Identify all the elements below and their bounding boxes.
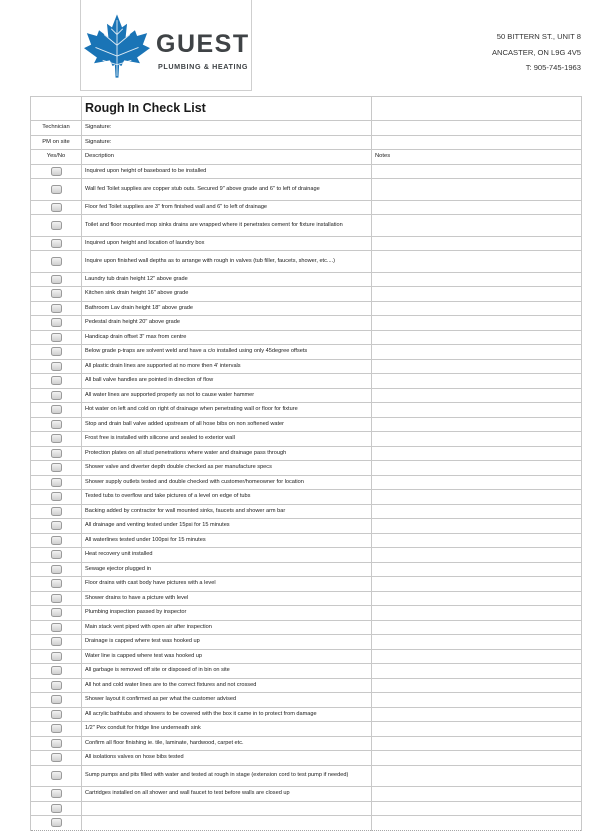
checklist-row <box>31 548 582 563</box>
notes-field[interactable] <box>372 388 582 403</box>
yes-no-checkbox[interactable] <box>51 434 62 443</box>
notes-field[interactable] <box>372 374 582 389</box>
checklist-row <box>31 620 582 635</box>
item-description: Sump pumps and pits filled with water and tested at rough in stage (extension cord to test pump if needed) <box>82 765 372 787</box>
notes-field[interactable] <box>372 446 582 461</box>
notes-field[interactable] <box>372 432 582 447</box>
yes-no-checkbox[interactable] <box>51 695 62 704</box>
item-description: Wall fed Toilet supplies are copper stub outs. Secured 9" above grade and 6" to left of drainage <box>82 179 372 201</box>
notes-field[interactable] <box>372 751 582 766</box>
checklist-row <box>31 678 582 693</box>
yes-no-checkbox[interactable] <box>51 376 62 385</box>
checklist-row <box>31 179 582 201</box>
checklist-row <box>31 432 582 447</box>
notes-field[interactable] <box>372 272 582 287</box>
notes-field[interactable] <box>372 707 582 722</box>
yes-no-checkbox[interactable] <box>51 608 62 617</box>
item-description: Handicap drain offset 3" max from centre <box>82 330 372 345</box>
notes-field[interactable] <box>372 736 582 751</box>
item-description: 1/2" Pex conduit for fridge line underneath sink <box>82 722 372 737</box>
notes-field[interactable] <box>372 533 582 548</box>
yes-no-checkbox[interactable] <box>51 550 62 559</box>
notes-field[interactable] <box>372 330 582 345</box>
checklist-row <box>31 707 582 722</box>
checklist-row <box>31 664 582 679</box>
checklist-row <box>31 200 582 215</box>
notes-field[interactable] <box>372 345 582 360</box>
item-description <box>82 801 372 816</box>
yes-no-checkbox[interactable] <box>51 275 62 284</box>
yes-no-checkbox[interactable] <box>51 739 62 748</box>
item-description: Shower supply outlets tested and double checked with customer/homeowner for location <box>82 475 372 490</box>
yes-no-checkbox[interactable] <box>51 239 62 248</box>
checklist-row <box>31 606 582 621</box>
notes-field[interactable] <box>372 577 582 592</box>
checklist-row <box>31 490 582 505</box>
item-description: Drainage is capped where test was hooked up <box>82 635 372 650</box>
item-description: Main stack vent piped with open air after inspection <box>82 620 372 635</box>
pm-label: PM on site <box>31 135 82 150</box>
notes-field[interactable] <box>372 649 582 664</box>
checklist-row <box>31 388 582 403</box>
notes-field[interactable] <box>372 287 582 302</box>
yes-no-checkbox[interactable] <box>51 492 62 501</box>
checklist-row <box>31 736 582 751</box>
yes-no-checkbox[interactable] <box>51 185 62 194</box>
address-line-1: 50 BITTERN ST., UNIT 8 <box>496 32 581 41</box>
checklist-row <box>31 446 582 461</box>
notes-field[interactable] <box>372 722 582 737</box>
notes-field[interactable] <box>372 787 582 802</box>
checklist-row <box>31 591 582 606</box>
notes-field[interactable] <box>372 179 582 201</box>
notes-field[interactable] <box>372 403 582 418</box>
item-description: Bathroom Lav drain height 18" above grade <box>82 301 372 316</box>
yes-no-checkbox[interactable] <box>51 304 62 313</box>
notes-field[interactable] <box>372 562 582 577</box>
company-name: GUEST <box>156 30 250 58</box>
yes-no-checkbox[interactable] <box>51 753 62 762</box>
checklist-row <box>31 403 582 418</box>
technician-label: Technician <box>31 121 82 136</box>
checklist-row <box>31 374 582 389</box>
notes-field[interactable] <box>372 765 582 787</box>
notes-field[interactable] <box>372 301 582 316</box>
notes-field[interactable] <box>372 504 582 519</box>
maple-leaf-icon <box>81 13 153 79</box>
checklist-row <box>31 693 582 708</box>
yes-no-checkbox[interactable] <box>51 594 62 603</box>
yes-no-checkbox[interactable] <box>51 789 62 798</box>
notes-field[interactable] <box>372 417 582 432</box>
item-description: All isolations valves on hose bibs tested <box>82 751 372 766</box>
notes-field[interactable] <box>372 200 582 215</box>
notes-field[interactable] <box>372 816 582 831</box>
yes-no-checkbox[interactable] <box>51 507 62 516</box>
pm-signature-field[interactable]: Signature: <box>82 135 372 150</box>
yes-no-checkbox[interactable] <box>51 318 62 327</box>
yes-no-checkbox[interactable] <box>51 623 62 632</box>
checklist-row <box>31 722 582 737</box>
checklist-row <box>31 215 582 237</box>
form-title: Rough In Check List <box>82 97 372 121</box>
checklist-row <box>31 417 582 432</box>
notes-field[interactable] <box>372 359 582 374</box>
yes-no-checkbox[interactable] <box>51 333 62 342</box>
item-description: Plumbing inspection passed by inspector <box>82 606 372 621</box>
notes-field[interactable] <box>372 490 582 505</box>
item-description <box>82 816 372 831</box>
item-description: Floor fed Toilet supplies are 3" from finished wall and 6" to left of drainage <box>82 200 372 215</box>
yes-no-checkbox[interactable] <box>51 449 62 458</box>
item-description: Kitchen sink drain height 16" above grade <box>82 287 372 302</box>
notes-field[interactable] <box>372 620 582 635</box>
checklist-row <box>31 272 582 287</box>
item-description: Hot water on left and cold on right of drainage when penetrating wall or floor for fixture <box>82 403 372 418</box>
yes-no-checkbox[interactable] <box>51 391 62 400</box>
item-description: Confirm all floor finishing ie. tile, laminate, hardwood, carpet etc. <box>82 736 372 751</box>
yes-no-checkbox[interactable] <box>51 536 62 545</box>
item-description: All water lines are supported properly as not to cause water hammer <box>82 388 372 403</box>
item-description: Backing added by contractor for wall mounted sinks, faucets and shower arm bar <box>82 504 372 519</box>
item-description: All acrylic bathtubs and showers to be covered with the box it came in to protect from damage <box>82 707 372 722</box>
yes-no-checkbox[interactable] <box>51 347 62 356</box>
item-description: Inquired upon height of baseboard to be installed <box>82 164 372 179</box>
yes-no-checkbox[interactable] <box>51 724 62 733</box>
yes-no-checkbox[interactable] <box>51 221 62 230</box>
yes-no-checkbox[interactable] <box>51 710 62 719</box>
checklist-row <box>31 287 582 302</box>
notes-field[interactable] <box>372 215 582 237</box>
notes-field[interactable] <box>372 591 582 606</box>
yes-no-checkbox[interactable] <box>51 804 62 813</box>
item-description: Below grade p-traps are solvent weld and have a c/o installed using only 45degree offsets <box>82 345 372 360</box>
notes-field[interactable] <box>372 606 582 621</box>
item-description: Water line is capped where test was hooked up <box>82 649 372 664</box>
item-description: Inquire upon finished wall depths as to arrange with rough in valves (tub filler, faucets, shower, etc....) <box>82 251 372 273</box>
description-header: Description <box>82 150 372 165</box>
item-description: Inquired upon height and location of laundry box <box>82 236 372 251</box>
item-description: Stop and drain ball valve added upstream of all hose bibs on non softened water <box>82 417 372 432</box>
checklist-row <box>31 236 582 251</box>
checklist-row <box>31 359 582 374</box>
yes-no-checkbox[interactable] <box>51 167 62 176</box>
yes-no-checkbox[interactable] <box>51 565 62 574</box>
checklist-row <box>31 475 582 490</box>
checklist-row <box>31 164 582 179</box>
yes-no-checkbox[interactable] <box>51 666 62 675</box>
company-tagline: PLUMBING & HEATING <box>158 62 249 71</box>
checklist-row <box>31 251 582 273</box>
checklist-row <box>31 635 582 650</box>
item-description: Toilet and floor mounted mop sinks drains are wrapped where it penetrates cement for fixture installation <box>82 215 372 237</box>
item-description: Tested tubs to overflow and take pictures of a level on edge of tubs <box>82 490 372 505</box>
item-description: Shower drains to have a picture with level <box>82 591 372 606</box>
checklist-row <box>31 533 582 548</box>
item-description: Shower layout it confirmed as per what the customer advised <box>82 693 372 708</box>
yes-no-checkbox[interactable] <box>51 289 62 298</box>
yes-no-checkbox[interactable] <box>51 521 62 530</box>
phone-number: T: 905-745-1963 <box>525 63 581 72</box>
technician-signature-field[interactable]: Signature: <box>82 121 372 136</box>
item-description: Heat recovery unit installed <box>82 548 372 563</box>
notes-field[interactable] <box>372 678 582 693</box>
notes-field[interactable] <box>372 548 582 563</box>
yes-no-checkbox[interactable] <box>51 257 62 266</box>
checklist-row <box>31 301 582 316</box>
yes-no-checkbox[interactable] <box>51 771 62 780</box>
yes-no-header: Yes/No <box>31 150 82 165</box>
item-description: All hot and cold water lines are to the correct fixtures and not crossed <box>82 678 372 693</box>
checklist-row <box>31 816 582 831</box>
notes-field[interactable] <box>372 519 582 534</box>
notes-field[interactable] <box>372 461 582 476</box>
address-line-2: ANCASTER, ON L9G 4V5 <box>491 47 581 57</box>
item-description: All drainage and venting tested under 15psi for 15 minutes <box>82 519 372 534</box>
notes-field[interactable] <box>372 801 582 816</box>
checklist-row <box>31 316 582 331</box>
checklist-row <box>31 562 582 577</box>
notes-field[interactable] <box>372 164 582 179</box>
item-description: All waterlines tested under 100psi for 15 minutes <box>82 533 372 548</box>
item-description: All plastic drain lines are supported at no more then 4' intervals <box>82 359 372 374</box>
checklist-row <box>31 330 582 345</box>
item-description: Frost free is installed with silicone and sealed to exterior wall <box>82 432 372 447</box>
notes-field[interactable] <box>372 664 582 679</box>
notes-field[interactable] <box>372 236 582 251</box>
notes-field[interactable] <box>372 251 582 273</box>
checklist-table <box>30 96 582 831</box>
yes-no-checkbox[interactable] <box>51 579 62 588</box>
yes-no-checkbox[interactable] <box>51 203 62 212</box>
checklist-row <box>31 765 582 787</box>
checklist-row <box>31 519 582 534</box>
yes-no-checkbox[interactable] <box>51 463 62 472</box>
checklist-row <box>31 504 582 519</box>
checklist-row <box>31 649 582 664</box>
company-logo <box>80 0 252 91</box>
yes-no-checkbox[interactable] <box>51 362 62 371</box>
yes-no-checkbox[interactable] <box>51 652 62 661</box>
yes-no-checkbox[interactable] <box>51 478 62 487</box>
yes-no-checkbox[interactable] <box>51 637 62 646</box>
item-description: Sewage ejector plugged in <box>82 562 372 577</box>
notes-header: Notes <box>372 150 582 165</box>
checklist-row <box>31 345 582 360</box>
yes-no-checkbox[interactable] <box>51 818 62 827</box>
item-description: Shower valve and diverter depth double checked as per manufacture specs <box>82 461 372 476</box>
yes-no-checkbox[interactable] <box>51 420 62 429</box>
item-description: All garbage is removed off site or disposed of in bin on site <box>82 664 372 679</box>
company-address <box>492 29 581 76</box>
item-description: All ball valve handles are pointed in direction of flow <box>82 374 372 389</box>
checklist-row <box>31 577 582 592</box>
checklist-row <box>31 801 582 816</box>
notes-field[interactable] <box>372 475 582 490</box>
item-description: Cartridges installed on all shower and wall faucet to test before walls are closed up <box>82 787 372 802</box>
item-description: Pedestal drain height 20" above grade <box>82 316 372 331</box>
notes-field[interactable] <box>372 693 582 708</box>
item-description: Protection plates on all stud penetrations where water and drainage pass through <box>82 446 372 461</box>
item-description: Floor drains with cast body have pictures with a level <box>82 577 372 592</box>
notes-field[interactable] <box>372 316 582 331</box>
checklist-row <box>31 461 582 476</box>
notes-field[interactable] <box>372 635 582 650</box>
yes-no-checkbox[interactable] <box>51 405 62 414</box>
checklist-row <box>31 751 582 766</box>
yes-no-checkbox[interactable] <box>51 681 62 690</box>
item-description: Laundry tub drain height 12" above grade <box>82 272 372 287</box>
checklist-row <box>31 787 582 802</box>
